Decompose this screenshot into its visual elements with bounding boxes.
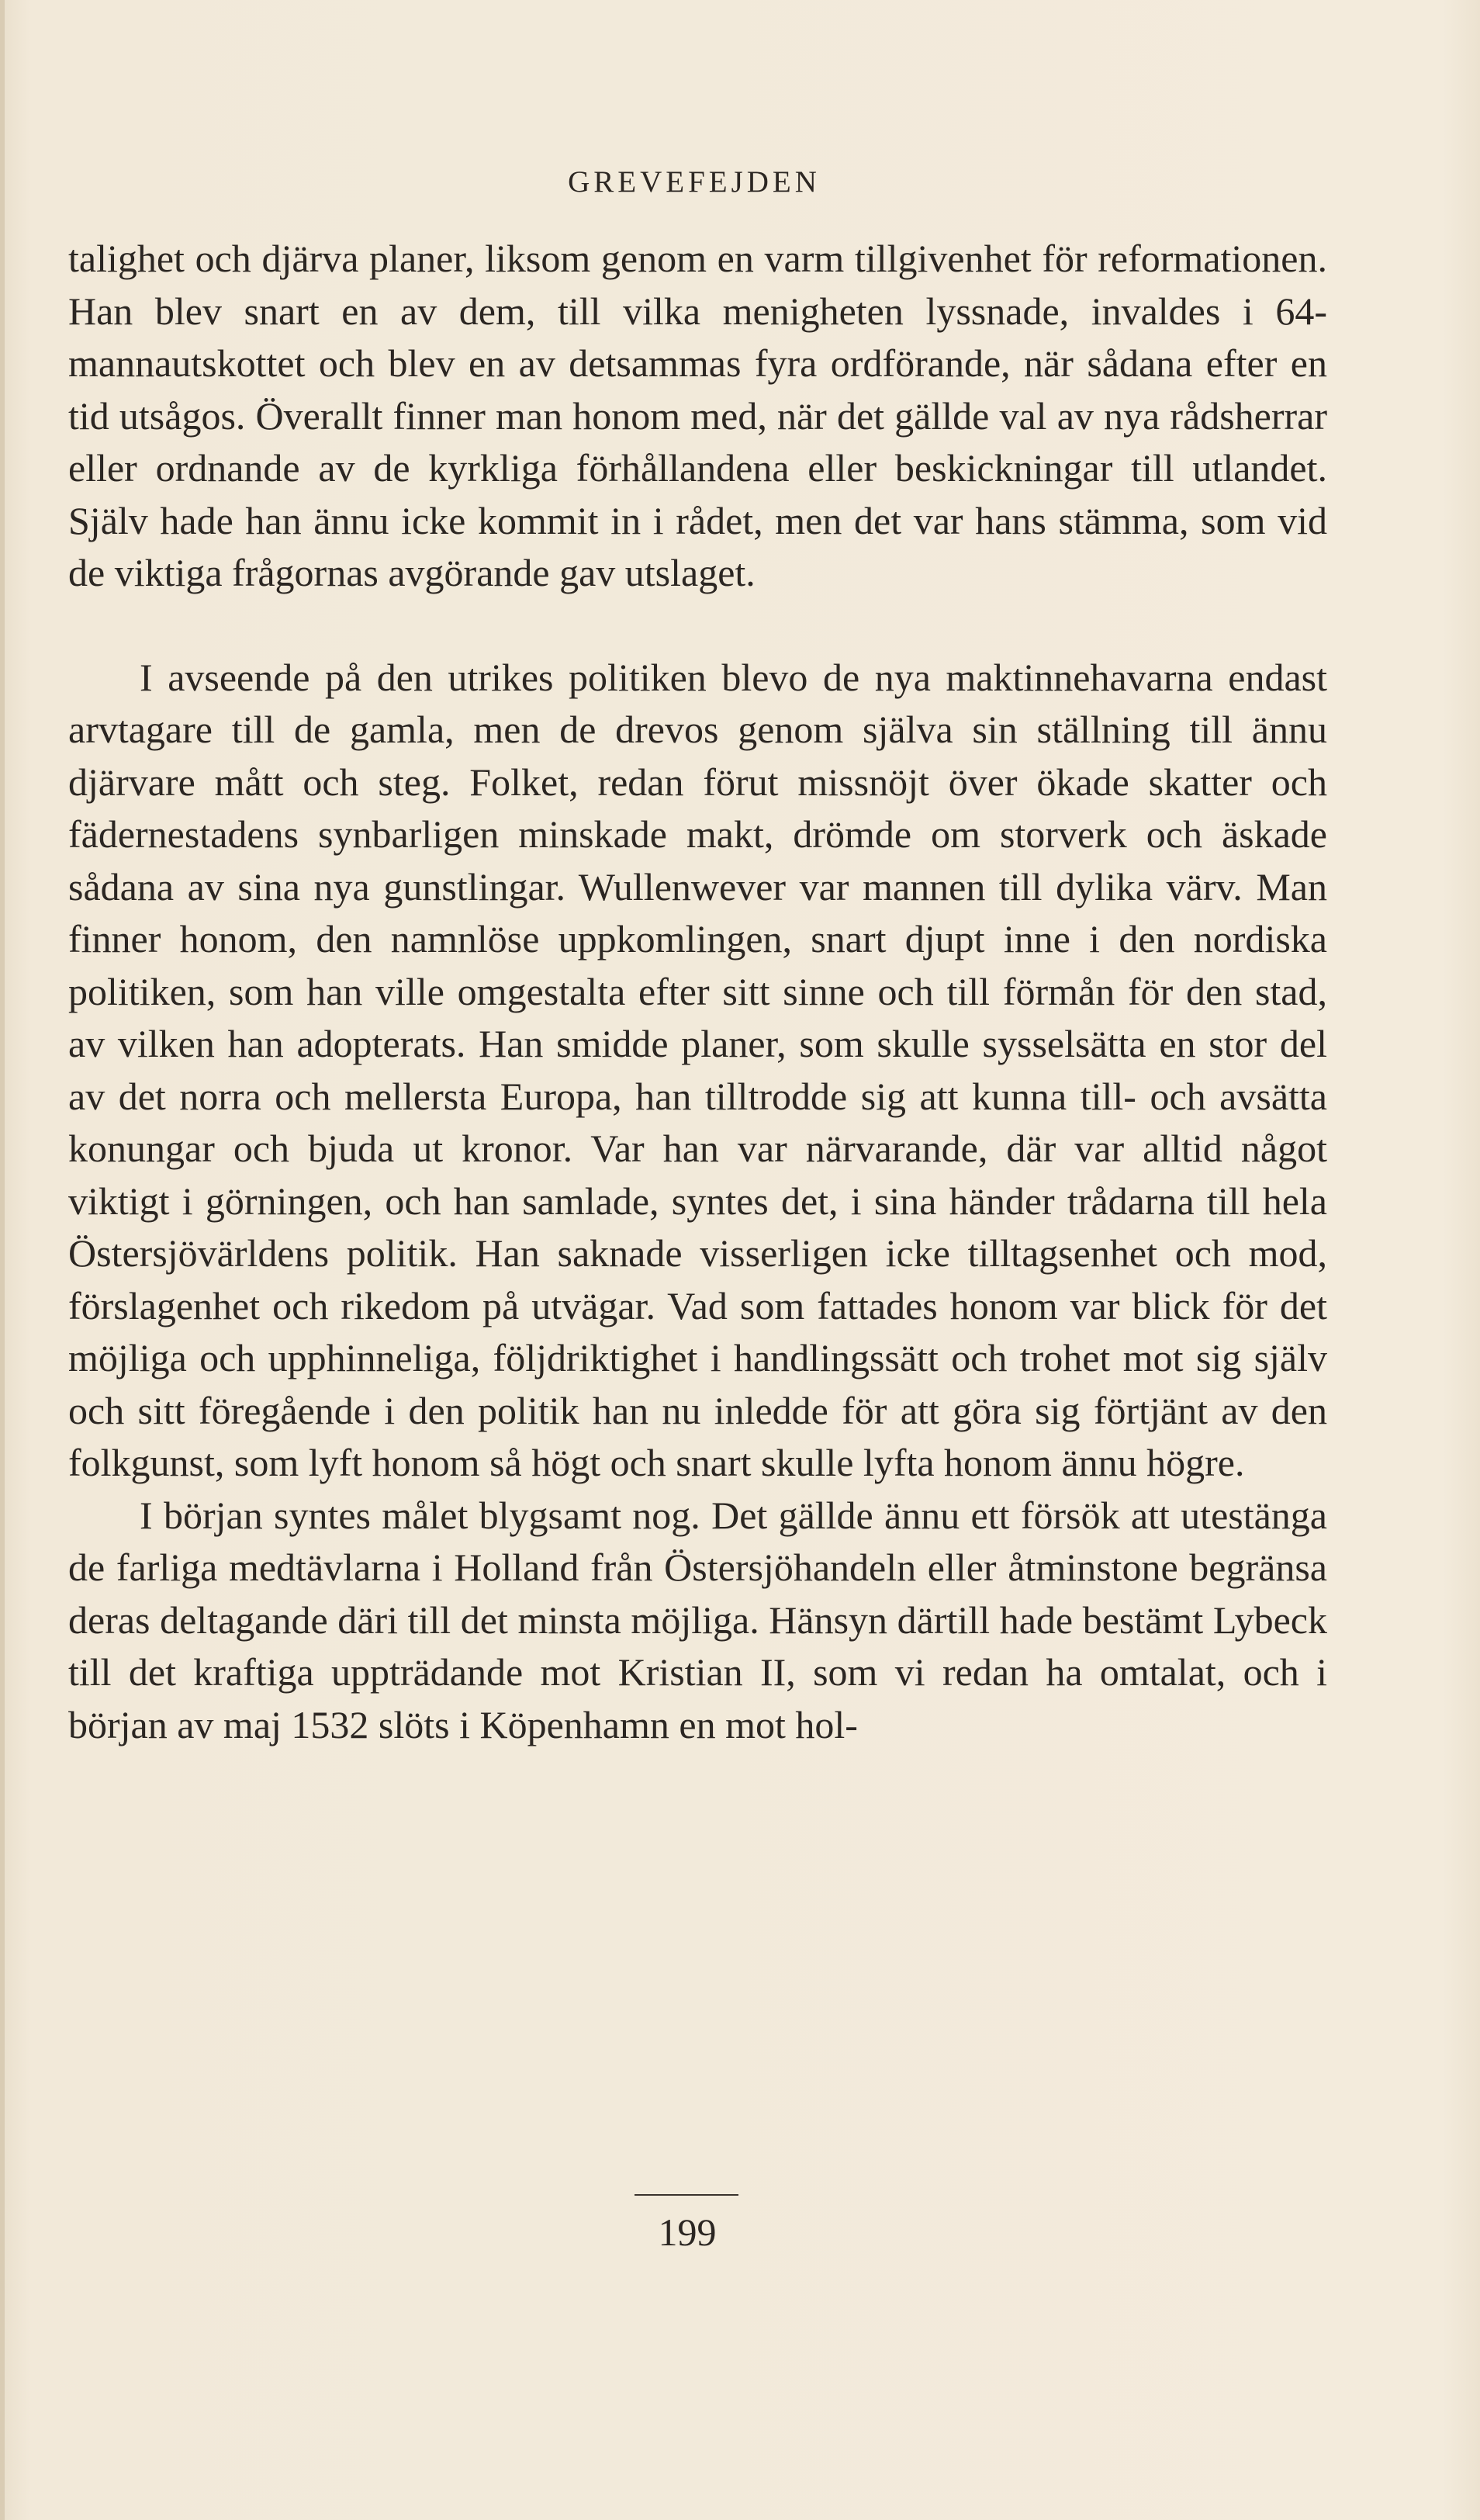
paragraph-3: I början syntes målet blygsamt nog. Det gällde ännu ett försök att utestänga de farliga medtävlarna i Holland från Östersjöhandeln eller åtminstone begränsa deras deltagande däri till det minsta möjliga. Hänsyn därtill hade bestämt Lybeck till det kraftiga uppträdande mot Kristian II, som vi redan ha omtalat, och i början av maj 1532 slöts i Köpenhamn en mot hol- [68,1493,1327,1746]
running-title: GREVEFEJDEN [568,165,821,199]
paragraph-1: talighet och djärva planer, liksom genom en varm tillgivenhet för reformationen. Han blev snart en av dem, till vilka menigheten lyssnade, invaldes i 64-mannautskottet och blev en av detsammas fyra ordförande, när sådana efter en tid utsågos. Överallt finner man honom med, när det gällde val av nya rådsherrar eller ordnande av de kyrkliga förhållandena eller beskickningar till utlandet. Själv hade han ännu icke kommit in i rådet, men det var hans stämma, som vid de viktiga frågornas avgörande gav utslaget. [68,237,1327,594]
page-number: 199 [658,2210,717,2254]
page-left-edge [0,0,5,2520]
body-text [68,233,1327,1751]
footer-rule [635,2194,738,2196]
paragraph-2: I avseende på den utrikes politiken blevo de nya maktinnehavarna endast arvtagare till de gamla, men de drevos genom själva sin ställning till ännu djärvare mått och steg. Folket, redan förut missnöjt över ökade skatter och fädernestadens synbarligen minskade makt, drömde om storverk och äskade sådana av sina nya gunstlingar. Wullenwever var mannen till dylika värv. Man finner honom, den namnlöse uppkomlingen, snart djupt inne i den nordiska politiken, som han ville omgestalta efter sitt sinne och till förmån för den stad, av vilken han adopterats. Han smidde planer, som skulle sysselsätta en stor del av det norra och mellersta Europa, han tilltrodde sig att kunna till- och avsätta konungar och bjuda ut kronor. Var han var närvarande, där var alltid något viktigt i görningen, och han samlade, syntes det, i sina händer trådarna till hela Östersjövärldens politik. Han saknade visserligen icke tilltagsenhet och mod, förslagenhet och rikedom på utvägar. Vad som fattades honom var blick för det möjliga och upphinneliga, följdriktighet i handlingssätt och trohet mot sig själv och sitt föregående i den politik han nu inledde för att göra sig förtjänt av den folkgunst, som lyft honom så högt och snart skulle lyfta honom ännu högre. [68,655,1327,1484]
